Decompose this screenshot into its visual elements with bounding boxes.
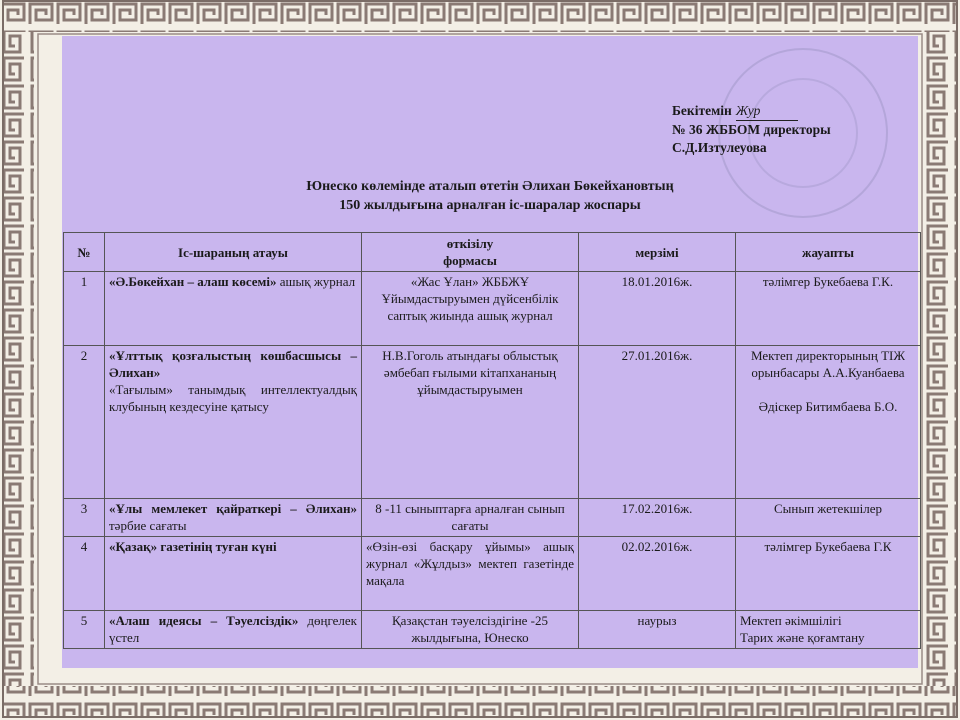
cell-date: 27.01.2016ж. (579, 346, 736, 499)
title-line-2: 150 жылдығына арналған іс-шаралар жоспары (339, 198, 641, 213)
header-no: № (64, 233, 105, 272)
event-name-rest: дөңгелек үстел (109, 613, 357, 645)
event-name-bold: «Қазақ» газетінің туған күні (109, 539, 277, 554)
header-name: Іс-шараның атауы (105, 233, 362, 272)
resp-line: Тарих және қоғамтану (740, 630, 865, 645)
table-row (64, 346, 921, 499)
header-form-line2: формасы (443, 253, 497, 268)
event-name-rest: тәрбие сағаты (109, 518, 187, 533)
header-date: мерзімі (579, 233, 736, 272)
cell-name (105, 611, 362, 649)
table-row (64, 499, 921, 537)
cell-no: 5 (64, 611, 105, 649)
table-row (64, 272, 921, 346)
table-row (64, 537, 921, 611)
resp-line: Мектеп директорының ТІЖ орынбасары А.А.Куанбаева (750, 348, 905, 380)
cell-date: 18.01.2016ж. (579, 272, 736, 346)
event-name-bold: «Ұлттық қозғалыстың көшбасшысы – Әлихан» (109, 348, 357, 380)
cell-form: «Өзін-өзі басқару ұйымы» ашық журнал «Жұлдыз» мектеп газетінде мақала (362, 537, 579, 611)
cell-date: 17.02.2016ж. (579, 499, 736, 537)
table-row (64, 611, 921, 649)
cell-name (105, 499, 362, 537)
header-form-line1: өткізілу (446, 236, 494, 251)
cell-no: 1 (64, 272, 105, 346)
event-name-rest: «Тағылым» танымдық интеллектуалдық клубының кездесуіне қатысу (109, 382, 357, 414)
events-table (63, 232, 921, 649)
table-header-row (64, 233, 921, 272)
cell-resp: Сынып жетекшілер (736, 499, 921, 537)
cell-resp: тәлімгер Букебаева Г.К. (736, 272, 921, 346)
cell-date: 02.02.2016ж. (579, 537, 736, 611)
approval-block (672, 102, 831, 157)
cell-name (105, 346, 362, 499)
event-name-bold: «Алаш идеясы – Тәуелсіздік» (109, 613, 299, 628)
approval-position: № 36 ЖББОМ директоры (672, 122, 831, 137)
approval-label: Бекітемін (672, 103, 732, 118)
event-name-rest: ашық журнал (276, 274, 356, 289)
cell-date: наурыз (579, 611, 736, 649)
cell-resp: тәлімгер Букебаева Г.К (736, 537, 921, 611)
cell-resp (736, 346, 921, 499)
header-form (362, 233, 579, 272)
cell-form: 8 -11 сыныптарға арналған сынып сағаты (362, 499, 579, 537)
cell-no: 2 (64, 346, 105, 499)
cell-form: Н.В.Гоголь атындағы облыстық әмбебап ғылыми кітапхананың ұйымдастыруымен (362, 346, 579, 499)
signature: Жур (736, 102, 798, 121)
cell-resp (736, 611, 921, 649)
cell-form: «Жас Ұлан» ЖББЖҰ Ұйымдастыруымен дүйсенбілік саптық жиында ашық журнал (362, 272, 579, 346)
resp-line: Мектеп әкімшілігі (740, 613, 842, 628)
cell-no: 4 (64, 537, 105, 611)
resp-line: Әдіскер Битимбаева Б.О. (758, 399, 898, 414)
header-resp: жауапты (736, 233, 921, 272)
approval-name: С.Д.Изтулеуова (672, 140, 767, 155)
cell-form: Қазақстан тәуелсіздігіне -25 жылдығына, Юнеско (362, 611, 579, 649)
cell-name (105, 272, 362, 346)
event-name-bold: «Ұлы мемлекет қайраткері – Әлихан» (109, 501, 357, 516)
cell-no: 3 (64, 499, 105, 537)
cell-name (105, 537, 362, 611)
event-name-bold: «Ә.Бөкейхан – алаш көсемі» (109, 274, 277, 289)
document-title (160, 177, 820, 215)
title-line-1: Юнеско көлемінде аталып өтетін Әлихан Бөкейхановтың (306, 179, 674, 194)
